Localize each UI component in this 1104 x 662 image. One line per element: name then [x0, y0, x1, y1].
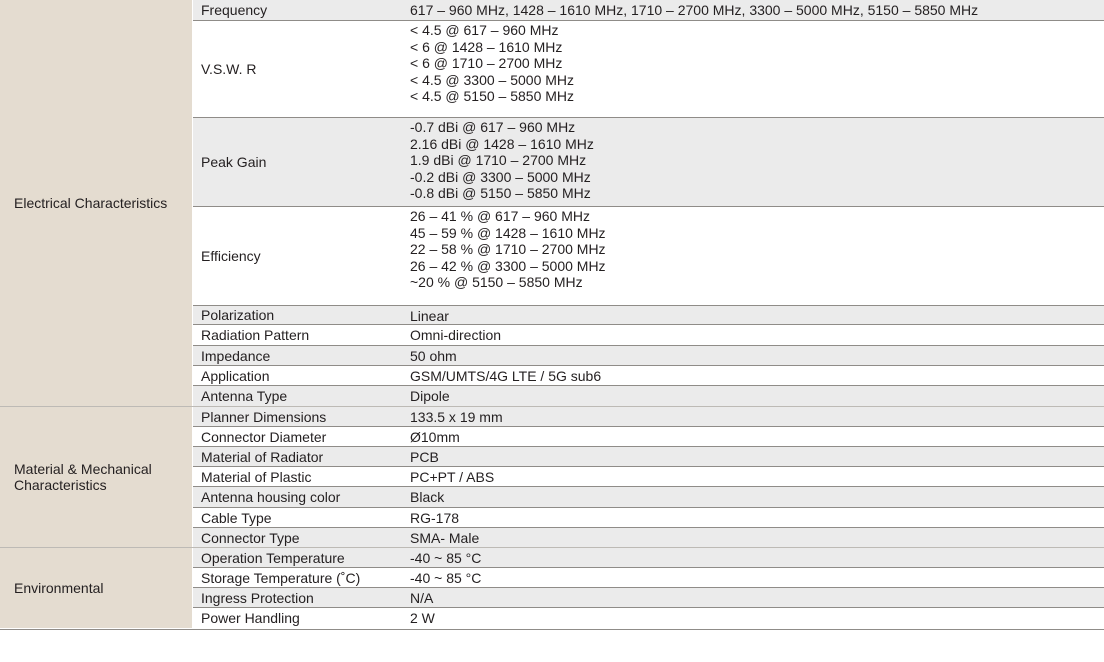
spec-value: PC+PT / ABS [410, 469, 495, 485]
section-rows [193, 548, 1104, 628]
spec-row [193, 466, 1104, 486]
spec-value: Black [410, 489, 445, 505]
spec-value: -40 ~ 85 °C [410, 570, 482, 586]
spec-row [193, 507, 1104, 527]
spec-value: 617 – 960 MHz, 1428 – 1610 MHz, 1710 – 2700 MHz, 3300 – 5000 MHz, 5150 – 5850 MHz [410, 2, 979, 18]
section [0, 547, 1104, 628]
spec-value: SMA- Male [410, 530, 480, 546]
spec-name: Peak Gain [201, 154, 267, 170]
spec-row [193, 607, 1104, 628]
spec-name: Ingress Protection [201, 589, 314, 606]
spec-value: GSM/UMTS/4G LTE / 5G sub6 [410, 368, 602, 384]
spec-row [193, 20, 1104, 117]
spec-name: V.S.W. R [201, 61, 257, 77]
spec-row [193, 117, 1104, 206]
section-label: Environmental [0, 548, 193, 628]
section-label: Material & Mechanical Characteristics [0, 407, 193, 547]
spec-value: 50 ohm [410, 348, 457, 364]
spec-name: Application [201, 367, 270, 384]
spec-value: Omni-direction [410, 327, 502, 343]
spec-value: -0.7 dBi @ 617 – 960 MHz 2.16 dBi @ 1428 – 1610 MHz 1.9 dBi @ 1710 – 2700 MHz -0.2 dBi @ 3300 – 5000 MHz -0.8 dBi @ 5150 – 5850 MHz [410, 119, 594, 201]
spec-name: Material of Radiator [201, 448, 324, 465]
section [0, 406, 1104, 547]
spec-name: Impedance [201, 347, 271, 364]
spec-row [193, 486, 1104, 507]
spec-value: PCB [410, 449, 439, 465]
spec-name: Antenna housing color [201, 489, 341, 505]
spec-name: Cable Type [201, 509, 272, 526]
spec-name: Storage Temperature (˚C) [201, 569, 361, 586]
spec-value: < 4.5 @ 617 – 960 MHz < 6 @ 1428 – 1610 MHz < 6 @ 1710 – 2700 MHz < 4.5 @ 3300 – 5000 MHz < 4.5 @ 5150 – 5850 MHz [410, 22, 575, 104]
spec-name: Power Handling [201, 610, 300, 626]
spec-name: Operation Temperature [201, 549, 345, 566]
spec-value: Ø10mm [410, 429, 460, 445]
spec-row [193, 407, 1104, 426]
section-rows [193, 407, 1104, 547]
spec-name: Polarization [201, 307, 275, 323]
spec-name: Radiation Pattern [201, 327, 310, 343]
spec-row [193, 305, 1104, 324]
spec-row [193, 324, 1104, 345]
spec-value: -40 ~ 85 °C [410, 550, 482, 566]
spec-name: Planner Dimensions [201, 408, 327, 425]
spec-row [193, 385, 1104, 406]
spec-value: 26 – 41 % @ 617 – 960 MHz 45 – 59 % @ 1428 – 1610 MHz 22 – 58 % @ 1710 – 2700 MHz 26 – 42 % @ 3300 – 5000 MHz ~20 % @ 5150 – 5850 MHz [410, 208, 606, 290]
spec-row [193, 426, 1104, 446]
section-rows [193, 0, 1104, 406]
spec-name: Efficiency [201, 248, 261, 264]
spec-row [193, 587, 1104, 607]
spec-row [193, 345, 1104, 365]
spec-value: 133.5 x 19 mm [410, 409, 503, 425]
spec-row [193, 446, 1104, 466]
spec-row [193, 527, 1104, 547]
spec-row [193, 365, 1104, 385]
spec-name: Antenna Type [201, 388, 288, 404]
spec-value: Linear [410, 308, 449, 324]
spec-row [193, 0, 1104, 20]
spec-name: Connector Type [201, 529, 300, 546]
spec-value: N/A [410, 590, 434, 606]
table-bottom-rule [0, 629, 1104, 630]
spec-name: Material of Plastic [201, 468, 312, 485]
spec-value: Dipole [410, 388, 450, 404]
spec-value: RG-178 [410, 510, 460, 526]
spec-row [193, 206, 1104, 305]
spec-row [193, 567, 1104, 587]
spec-value: 2 W [410, 610, 435, 626]
spec-name: Connector Diameter [201, 428, 327, 445]
spec-name: Frequency [201, 2, 268, 18]
spec-row [193, 548, 1104, 567]
section-label: Electrical Characteristics [0, 0, 193, 406]
